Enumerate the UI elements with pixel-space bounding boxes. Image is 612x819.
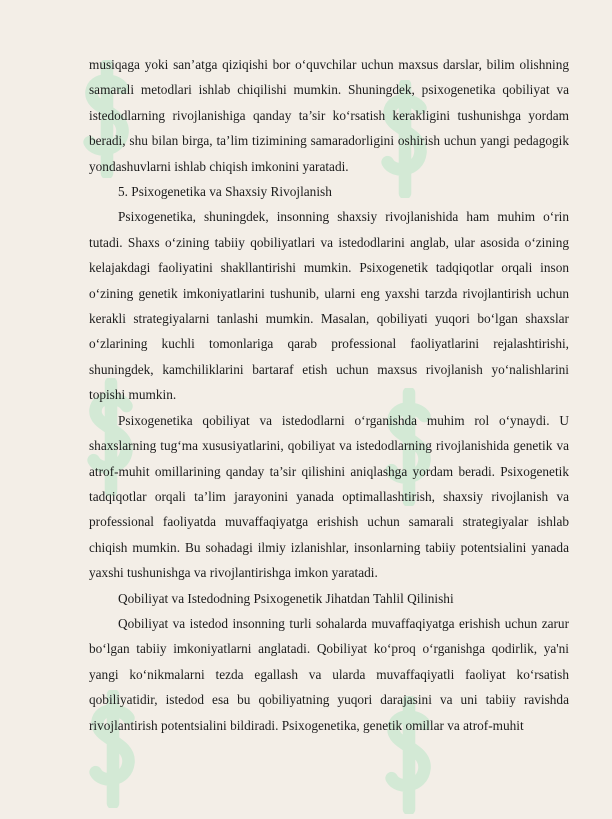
section-heading-personal-development: 5. Psixogenetika va Shaxsiy Rivojlanish — [118, 184, 332, 200]
document-body — [89, 52, 569, 738]
paragraph-summary: Psixogenetika qobiliyat va istedodlarni o‘rganishda muhim rol o‘ynaydi. U shaxslarning tug‘ma xususiyatlarini, qobiliyat va istedodlarning rivojlanishida genetik va atrof-muhit omillarining qanday ta’sir qilishini aniqlashga yordam beradi. Psixogenetik tadqiqotlar orqali ta’lim jarayonini yanada optimallashtirish, shaxsiy rivojlanish va professional faoliyatda muvaffaqiyatga erishish uchun samarali strategiyalar ishlab chiqish mumkin. Bu sohadagi ilmiy izlanishlar, insonlarning tabiiy potentsialini yanada yaxshi tushunishga va rivojlantirishga imkon yaratadi. — [89, 412, 569, 581]
paragraph-continuation: musiqaga yoki san’atga qiziqishi bor o‘quvchilar uchun maxsus darslar, bilim olishning samarali metodlari ishlab chiqilishi mumkin. Shuningdek, psixogenetika qobiliyat va istedodlarning rivojlanishiga qanday ta’sir ko‘rsatish kerakligini tushunishga yordam beradi, shu bilan birga, ta’lim tizimining samaradorligini oshirish uchun yangi pedagogik yondashuvlarni ishlab chiqish imkonini yaratadi. — [89, 57, 569, 174]
section-heading-analysis: Qobiliyat va Istedodning Psixogenetik Jihatdan Tahlil Qilinishi — [118, 590, 454, 606]
paragraph-analysis: Qobiliyat va istedod insonning turli sohalarda muvaffaqiyatga erishish uchun zarur bo‘lgan tabiiy imkoniyatlarni anglatadi. Qobiliyat ko‘proq o‘rganishga qodirlik, ya'ni yangi ko‘nikmalarni tezda egallash va ularda muvaffaqiyatli faoliyat ko‘rsatish qobiliyatidir, istedod esa bu qobiliyatning yuqori darajasini va uni tabiiy ravishda rivojlantirish potentsialini bildiradi. Psixogenetika, genetik omillar va atrof-muhit — [89, 615, 569, 733]
paragraph-personal-development: Psixogenetika, shuningdek, insonning shaxsiy rivojlanishida ham muhim o‘rin tutadi. Shaxs o‘zining tabiiy qobiliyatlari va istedodlarini anglab, ular asosida o‘zining kelajakdagi faoliyatini shakllantirishi mumkin. Psixogenetik tadqiqotlar orqali inson o‘zining genetik imkoniyatlarini tushunib, ularni eng yaxshi tarzda rivojlantirish uchun kerakli strategiyalarni tanlashi mumkin. Masalan, qobiliyati yuqori bo‘lgan shaxslar o‘zlarining kuchli tomonlariga qarab professional faoliyatlarini rejalashtirishi, shuningdek, kamchiliklarini bartaraf etish uchun maxsus rivojlanish yo‘nalishlarini topishi mumkin. — [89, 209, 569, 403]
